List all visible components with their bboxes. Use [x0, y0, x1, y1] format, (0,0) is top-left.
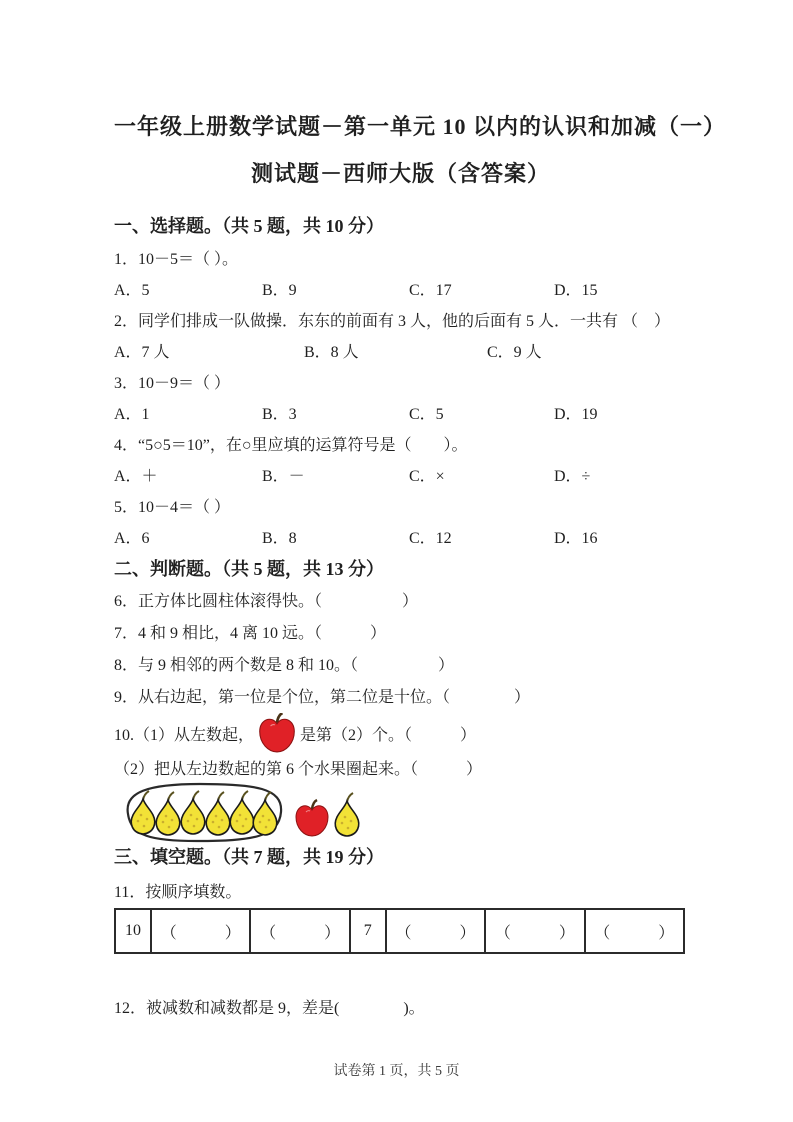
option-d: D．÷	[554, 468, 591, 485]
section-judge-heading: 二、判断题。（共 5 题，共 13 分）	[114, 559, 384, 579]
question-5-options	[114, 523, 687, 554]
question-7: 7．4 和 9 相比，4 离 10 远。（ ）	[114, 625, 387, 642]
apple-icon	[256, 713, 298, 753]
page-title-line2: 测试题－西师大版（含答案）	[250, 161, 550, 186]
option-b: B．9	[262, 282, 297, 299]
fruit-figure	[120, 778, 366, 846]
option-a: A．7 人	[114, 344, 170, 361]
apple-icon	[296, 800, 328, 836]
option-a: A．5	[114, 282, 150, 299]
option-b: B．8	[262, 530, 297, 547]
pear-icon	[156, 792, 179, 835]
pear-icon	[206, 792, 229, 835]
question-10-part1-text-before: 10.（1）从左数起，	[114, 726, 255, 744]
pear-icon	[253, 792, 276, 835]
option-c: C．×	[409, 468, 445, 485]
table-cell-given-7: 7	[350, 909, 386, 953]
option-c: C．17	[409, 282, 452, 299]
option-c: C．12	[409, 530, 452, 547]
question-1: 1．10－5＝（ ）。	[114, 251, 239, 268]
question-3: 3．10－9＝（ ）	[114, 375, 231, 392]
page-title-line1: 一年级上册数学试题－第一单元 10 以内的认识和加减（一）	[114, 114, 727, 139]
table-cell-blank: （ ）	[485, 909, 584, 953]
pear-icon	[131, 791, 154, 834]
question-12: 12．被减数和减数都是 9，差是( )。	[114, 1000, 425, 1017]
option-b: B．－	[262, 468, 305, 485]
option-c: C．9 人	[487, 344, 542, 361]
table-cell-blank: （ ）	[585, 909, 684, 953]
table-cell-blank: （ ）	[250, 909, 349, 953]
table-cell-blank: （ ）	[151, 909, 250, 953]
pear-icon	[335, 793, 358, 836]
table-cell-blank: （ ）	[386, 909, 485, 953]
option-a: A．＋	[114, 468, 158, 485]
question-9: 9．从右边起，第一位是个位，第二位是十位。（ ）	[114, 689, 531, 706]
question-2: 2．同学们排成一队做操．东东的前面有 3 人，他的后面有 5 人．一共有 （ ）	[114, 313, 671, 330]
option-b: B．3	[262, 406, 297, 423]
question-4: 4．“5○5＝10”，在○里应填的运算符号是（ ）。	[114, 437, 468, 454]
option-d: D．19	[554, 406, 598, 423]
section-fill-heading: 三、填空题。（共 7 题，共 19 分）	[114, 847, 384, 867]
option-a: A．1	[114, 406, 150, 423]
option-d: D．15	[554, 282, 598, 299]
option-b: B．8 人	[304, 344, 359, 361]
question-10-part1	[114, 712, 687, 754]
option-d: D．16	[554, 530, 598, 547]
pear-icon	[230, 791, 253, 834]
section-choice-heading: 一、选择题。（共 5 题，共 10 分）	[114, 216, 384, 236]
question-4-options	[114, 461, 687, 492]
question-10-part2: （2）把从左边数起的第 6 个水果圈起来。（ ）	[114, 761, 483, 778]
pear-icon	[181, 791, 204, 834]
sequence-table	[114, 908, 685, 954]
page-number-footer: 试卷第 1 页，共 5 页	[333, 1064, 460, 1079]
table-row	[115, 909, 684, 953]
table-cell-given-10: 10	[115, 909, 151, 953]
question-3-options	[114, 399, 687, 430]
question-11: 11．按顺序填数。	[114, 884, 242, 901]
option-c: C．5	[409, 406, 444, 423]
option-a: A．6	[114, 530, 150, 547]
question-8: 8．与 9 相邻的两个数是 8 和 10。（ ）	[114, 657, 455, 674]
question-10-part1-text-after: 是第（2）个。（ ）	[300, 726, 477, 744]
question-1-options	[114, 275, 687, 306]
question-5: 5．10－4＝（ ）	[114, 499, 231, 516]
question-6: 6．正方体比圆柱体滚得快。（ ）	[114, 593, 419, 610]
question-2-options	[114, 337, 687, 368]
